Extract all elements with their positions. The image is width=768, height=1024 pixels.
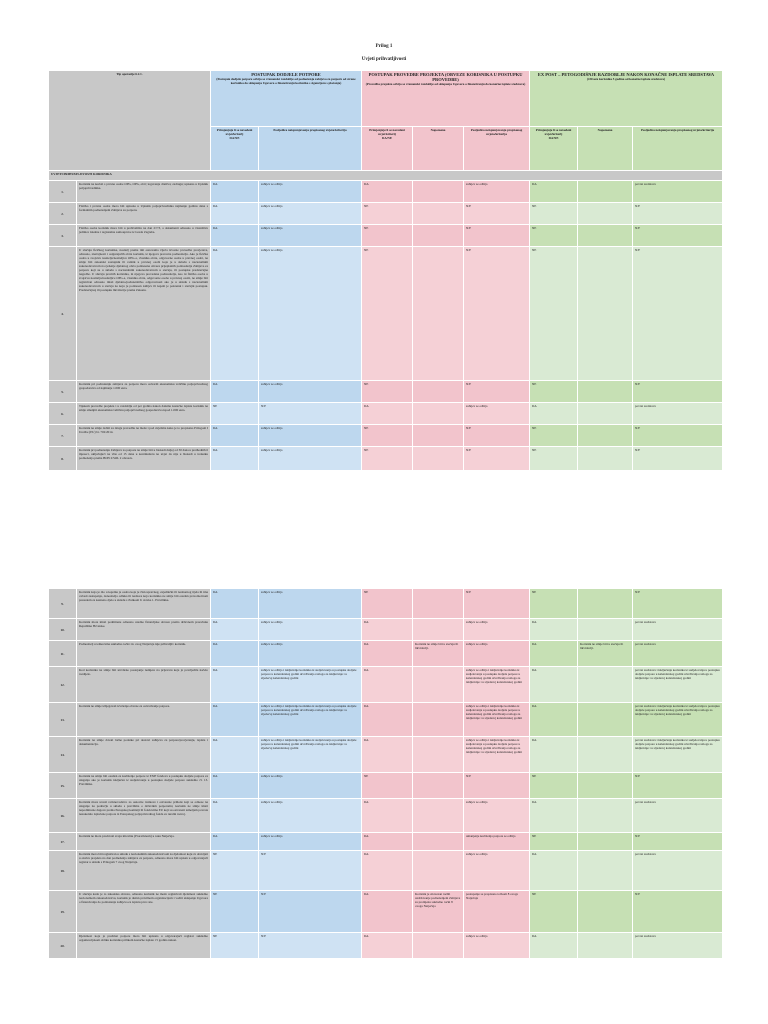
row-expost-consequence: povrat sredstava bbox=[633, 403, 723, 425]
row-project-consequence: N/P bbox=[464, 589, 530, 619]
table-row bbox=[49, 425, 723, 447]
row-expost-applies: NE bbox=[530, 589, 578, 619]
table-row bbox=[49, 447, 723, 471]
row-grant-applies: DA bbox=[211, 703, 259, 737]
row-expost-note bbox=[578, 181, 633, 203]
row-expost-note bbox=[578, 403, 633, 425]
row-grant-consequence: zahtjev se odbija bbox=[259, 589, 362, 619]
row-grant-consequence: N/P bbox=[259, 891, 362, 933]
row-expost-note bbox=[578, 667, 633, 703]
row-condition: Kod korisnika ne smije biti utvrđeno postojanje namjere na prijevaru koja je povrijedila načelo razdijele. bbox=[77, 667, 211, 703]
row-project-consequence: N/P bbox=[464, 773, 530, 799]
row-condition: Fizička osoba korisnik mora biti u prebivalištu na dan 2/7/3, a dokumenti odnosno u vlasništvu jedinice lokalne i regionalne samouprave iz Grada Zagreba. bbox=[77, 225, 211, 247]
row-project-note bbox=[413, 667, 464, 703]
row-expost-applies: NE bbox=[530, 203, 578, 225]
row-project-applies: DA bbox=[362, 641, 413, 667]
row-expost-note bbox=[578, 381, 633, 403]
row-grant-consequence: zahtjev se odbija bbox=[259, 425, 362, 447]
eligibility-table-part-b bbox=[48, 588, 723, 959]
row-number: 9. bbox=[49, 589, 77, 619]
section-eligibility-label: UVJETI PRIHVATLJIVOSTI KORISNIKA bbox=[49, 171, 723, 181]
row-expost-consequence: povrat sredstava bbox=[633, 619, 723, 641]
row-expost-consequence: N/P bbox=[633, 589, 723, 619]
row-grant-applies: NE bbox=[211, 891, 259, 933]
row-project-consequence: zahtjev se odbija bbox=[464, 403, 530, 425]
row-condition: U slučaju fizičkog korisnika, nositelj prema tim osnovama vijeća izvorne provedbe provjerava, odnosno, značajnosti i osigurajućih obrta korisnik, iz njegova prevorna podnositelja. Ako je fizička osoba u svojstvu nositelja/nositeljice OPG-a, vlasnika obrta, odgovorne osobe u pravnoj osobi, ne smije biti zakonski zastupnik ili radnik u pravnoj osobi koja je u skladu s nacionalnim zakonodavstvom na rješenje djelatnog obrta podnesena obveza prijeplatnih podnositelja Zahtjeva za potporu koji su u skladu s nacionalnim zakonodavstvom u stečaju, ili postupku predstečajne nagodbe. U slučaju pravnih korisnika, ni njegova provedena podnositelja, kao ni fizička osoba u svojstvu nositelja/nositeljice OPG-a, vlasnika obrta, odgovorne osobe u pravnoj osobi, ne smije biti registriran odnosno imati djelatno/poduzetničko odgovornosti ako je u skladu s nacionalnim zakonodavstvom u stečaju na koju je podnesen zahtjev ili kojem je pokrenut i stečajni postupak. Predstečajnoj ili postupku likvidacije prema Zakonu. bbox=[77, 247, 211, 381]
row-expost-applies: DA bbox=[530, 641, 578, 667]
row-grant-applies: DA bbox=[211, 737, 259, 773]
row-grant-consequence: zahtjev se odbija bbox=[259, 799, 362, 833]
row-expost-applies: NE bbox=[530, 891, 578, 933]
row-project-note bbox=[413, 851, 464, 891]
row-project-note bbox=[413, 619, 464, 641]
table-row bbox=[49, 619, 723, 641]
row-grant-consequence: zahtjev se odbija i isključenje korisnika iz sudjelovanja u postupku dodjele potpore u kalendarskoj godini utvrđivanja razloga za isključenje i u sljedećoj kalendarskoj godini bbox=[259, 667, 362, 703]
row-project-applies: DA bbox=[362, 667, 413, 703]
row-project-applies: NE bbox=[362, 247, 413, 381]
row-expost-consequence: N/P bbox=[633, 833, 723, 851]
row-number: 20. bbox=[49, 933, 77, 959]
row-grant-consequence: zahtjev se odbija bbox=[259, 225, 362, 247]
row-expost-consequence: povrat sredstava bbox=[633, 641, 723, 667]
row-project-consequence: N/P bbox=[464, 425, 530, 447]
row-expost-consequence: N/P bbox=[633, 381, 723, 403]
row-project-consequence: zahtjev se odbija bbox=[464, 799, 530, 833]
table-row bbox=[49, 799, 723, 833]
row-grant-applies: DA bbox=[211, 425, 259, 447]
row-condition: Fizička i pravna osoba mora biti upisana u Upisnik poljoprivrednika najmanje godinu dana s formalnim podnošenjem Zahtjeva za potporu. bbox=[77, 203, 211, 225]
row-condition: Tijekom provedbe projekta i u razdoblju od pet godina nakon datuma konačne isplate korisnik ne smije smanjiti ekonomsku veličinu poljoprivrednog gospodarstva ispod 1.000 eura. bbox=[77, 403, 211, 425]
row-grant-applies: NE bbox=[211, 933, 259, 959]
row-expost-applies: DA bbox=[530, 619, 578, 641]
row-expost-note bbox=[578, 247, 633, 381]
table-row bbox=[49, 181, 723, 203]
table-row bbox=[49, 737, 723, 773]
row-project-note bbox=[413, 247, 464, 381]
row-expost-applies: DA bbox=[530, 667, 578, 703]
row-expost-note bbox=[578, 203, 633, 225]
row-project-note bbox=[413, 933, 464, 959]
row-number: 14. bbox=[49, 737, 77, 773]
row-grant-consequence: zahtjev se odbija bbox=[259, 833, 362, 851]
col-applies-expost: Primjenjuje li se navedeni uvjet/kriterij DA/NE bbox=[530, 127, 578, 171]
col-applies-grant: Primjenjuje li se navedeni uvjet/kriterij DA/NE bbox=[211, 127, 259, 171]
row-condition: Korisnik ne mora prodavati svoju imovinu (Proračunom) u roku Natječaja. bbox=[77, 833, 211, 851]
row-project-applies: NE bbox=[362, 381, 413, 403]
row-grant-consequence: zahtjev se odbija i isključenje korisnika iz sudjelovanja u postupku dodjele potpore u kalendarskoj godini utvrđivanja razloga za isključenje i u sljedećoj kalendarskoj godini bbox=[259, 737, 362, 773]
row-project-note bbox=[413, 773, 464, 799]
row-number: 12. bbox=[49, 667, 77, 703]
row-project-consequence: zahtjev se odbija i isključenje korisnika iz sudjelovanja u postupku dodjele potpore u kalendarskoj godini utvrđivanja razloga za isključenje i u sljedećoj kalendarskoj godini bbox=[464, 737, 530, 773]
project-procedure-title: POSTUPAK PROVEDBE PROJEKTA (OBVEZE KORISNIKA U POSTUPKU PROVEDBE) bbox=[368, 72, 523, 82]
row-expost-applies: NE bbox=[530, 773, 578, 799]
row-project-note bbox=[413, 589, 464, 619]
row-expost-note bbox=[578, 799, 633, 833]
row-expost-note bbox=[578, 773, 633, 799]
row-project-note bbox=[413, 447, 464, 471]
row-project-consequence: N/P bbox=[464, 447, 530, 471]
row-grant-applies: DA bbox=[211, 381, 259, 403]
col-consequence-project: Posljedica neispunjavanja propisanog uvjeta/kriterija bbox=[464, 127, 530, 171]
row-project-note bbox=[413, 737, 464, 773]
row-project-consequence: umanjenje korištenja potpore se odbija bbox=[464, 833, 530, 851]
row-project-consequence: postupanje se propisano točkom 8 ovoga Natječaja bbox=[464, 891, 530, 933]
row-project-applies: DA bbox=[362, 181, 413, 203]
row-project-applies: NE bbox=[362, 773, 413, 799]
row-project-note: Korisnik je obavezan razliti uzdržavanje podnošenjem Zahtjeva za promjenu sukladno točki 8 ovoga Natječaja bbox=[413, 891, 464, 933]
row-expost-note bbox=[578, 891, 633, 933]
row-condition: Korisnik koja je dio u kojemu je osoba koja je član upravnog, zajednički ili nadzornog tijela ili ima ovlasti zastupanja, donositelja odluka ili nadzora koja korisnika ne smije biti osuđen pravomoćnom presudom za kazneno djelo u skladu s člankom 9. stavka 1. Pravilnika. bbox=[77, 589, 211, 619]
row-expost-consequence: povrat sredstava i isključenje korisnika iz sudjelovanja u postupku dodjele potpore u kalendarskoj godini utvrđivanja razloga za isključenje i u sljedećoj kalendarskoj godini bbox=[633, 703, 723, 737]
row-project-applies: DA bbox=[362, 799, 413, 833]
row-grant-applies: DA bbox=[211, 641, 259, 667]
row-project-applies: DA bbox=[362, 737, 413, 773]
row-project-consequence: zahtjev se odbija i isključenje korisnika iz sudjelovanja u postupku dodjele potpore u kalendarskoj godini utvrđivanja razloga za isključenje i u sljedećoj kalendarskoj godini bbox=[464, 703, 530, 737]
table-row bbox=[49, 403, 723, 425]
col-note-project: Napomena bbox=[413, 127, 464, 171]
row-grant-consequence: zahtjev se odbija bbox=[259, 181, 362, 203]
row-project-consequence: zahtjev se odbija bbox=[464, 641, 530, 667]
row-expost-applies: NE bbox=[530, 247, 578, 381]
row-grant-applies: DA bbox=[211, 247, 259, 381]
row-number: 4. bbox=[49, 247, 77, 381]
row-condition: Korisnik mora imati podmirene odnosno uredno financijske obveze prema državnom proračunu Republike Hrvatske. bbox=[77, 619, 211, 641]
row-expost-applies: DA bbox=[530, 933, 578, 959]
row-condition: Korisnik pri podnošenju Zahtjeva za potporu ne smije biti u blokadi duljoj od 30 dana u prethodnih 6 mjeseci, uključujući ne više od 15 dana u kontinuitetu ne uvjet da nije u blokadi u trenutku podnošenja prema BON 2/SOL 2 obrascu. bbox=[77, 447, 211, 471]
row-expost-note bbox=[578, 447, 633, 471]
row-expost-note bbox=[578, 589, 633, 619]
row-condition: Korisnik mora uvesti računovodstvo za osnovne troškove i ostvarene prihode koji se odnose na ulaganje na području u skladu s pravilima o državnim potporama; korisnik ne smije imati nepodmirene dugove prema Europskoj komisiji ili fondovima EU koji su ostvareni temeljem povrata nezakonito isplaćene potpore iz Europskog poljoprivrednog fonda za ruralni razvoj. bbox=[77, 799, 211, 833]
row-project-applies: DA bbox=[362, 933, 413, 959]
row-grant-applies: DA bbox=[211, 619, 259, 641]
row-number: 13. bbox=[49, 703, 77, 737]
grant-procedure-subtitle: (Postupak dodjele potpore odvija se vremenski razdoblje od podnošenja zahtjeva za potporu od strane korisnika do sklapanja Ugovora o financiranju korisnika s Agencijom s plaćanja) bbox=[216, 77, 356, 85]
eligibility-table-part-a bbox=[48, 70, 723, 471]
row-project-consequence: N/P bbox=[464, 203, 530, 225]
col-applies-project: Primjenjuje li se navedeni uvjet/kriterij DA/NE bbox=[362, 127, 413, 171]
table-row bbox=[49, 247, 723, 381]
row-number: 10. bbox=[49, 619, 77, 641]
row-project-applies: DA bbox=[362, 833, 413, 851]
row-expost-note bbox=[578, 225, 633, 247]
row-expost-consequence: povrat sredstava i isključenje korisnika iz sudjelovanja u postupku dodjele potpore u kalendarskoj godini utvrđivanja razloga za isključenje i u sljedećoj kalendarskoj godini bbox=[633, 667, 723, 703]
expost-subtitle: (Obveze korisnika 5 godina od konačne isplate sredstava) bbox=[587, 77, 666, 81]
row-project-applies: DA bbox=[362, 703, 413, 737]
row-grant-applies: DA bbox=[211, 447, 259, 471]
row-expost-applies: DA bbox=[530, 703, 578, 737]
row-project-applies: NE bbox=[362, 225, 413, 247]
row-number: 11. bbox=[49, 641, 77, 667]
row-condition: Korisnik ne smije dobiti za drugu provedbu ne može i pod uvjetima kako je to propisano Prilogom I Uredbe (EU) br. 702/2014. bbox=[77, 425, 211, 447]
table-row bbox=[49, 203, 723, 225]
row-project-consequence: zahtjev se odbija bbox=[464, 619, 530, 641]
row-number: 8. bbox=[49, 447, 77, 471]
row-expost-note bbox=[578, 425, 633, 447]
col-consequence-expost: Posljedica neispunjavanja propisanog uvjeta/kriterija bbox=[633, 127, 723, 171]
row-project-applies: DA bbox=[362, 851, 413, 891]
row-project-consequence: zahtjev se odbija bbox=[464, 933, 530, 959]
row-expost-consequence: N/P bbox=[633, 425, 723, 447]
row-expost-applies: NE bbox=[530, 447, 578, 471]
row-condition: Podnositelj u teškoćama sukladno točki 14. ovog Natječaja nije prihvatljiv korisnik. bbox=[77, 641, 211, 667]
row-expost-applies: DA bbox=[530, 799, 578, 833]
row-number: 17. bbox=[49, 833, 77, 851]
row-project-note bbox=[413, 203, 464, 225]
row-condition: Djelatnost koja je predmet potpore mora biti upisana u odgovarajući registar sukladno organizacijskom obliku korisnika prilikom konačne isplate i 5 godina nakon. bbox=[77, 933, 211, 959]
row-grant-applies: DA bbox=[211, 589, 259, 619]
row-grant-applies: NE bbox=[211, 851, 259, 891]
row-project-applies: DA bbox=[362, 891, 413, 933]
row-expost-applies: DA bbox=[530, 181, 578, 203]
row-number: 5. bbox=[49, 381, 77, 403]
appendix-subtitle: Uvjeti prihvatljivosti bbox=[361, 57, 407, 62]
table-row bbox=[49, 851, 723, 891]
row-number: 19. bbox=[49, 891, 77, 933]
row-grant-consequence: zahtjev se odbija bbox=[259, 247, 362, 381]
row-expost-applies: DA bbox=[530, 737, 578, 773]
row-grant-applies: DA bbox=[211, 203, 259, 225]
row-project-applies: NE bbox=[362, 589, 413, 619]
row-expost-applies: NE bbox=[530, 425, 578, 447]
row-expost-applies: NE bbox=[530, 225, 578, 247]
row-expost-applies: NE bbox=[530, 381, 578, 403]
row-project-applies: NE bbox=[362, 203, 413, 225]
row-expost-consequence: N/P bbox=[633, 891, 723, 933]
row-condition: Korisnik ne smije davati lažne podatke pri dostavi zahtjeva za potpore/provjeranju, isplata i dokumentacija. bbox=[77, 737, 211, 773]
table-row bbox=[49, 225, 723, 247]
table-row bbox=[49, 933, 723, 959]
row-project-consequence: N/P bbox=[464, 225, 530, 247]
grant-procedure-title: POSTUPAK DODJELE POTPORE bbox=[251, 72, 321, 77]
row-project-note bbox=[413, 225, 464, 247]
row-condition: Korisnik ne smije izbjegavati izvršenje obveze za ostvarivanje potpore. bbox=[77, 703, 211, 737]
row-expost-consequence: povrat sredstava bbox=[633, 799, 723, 833]
row-project-note bbox=[413, 833, 464, 851]
row-grant-applies: NE bbox=[211, 403, 259, 425]
row-expost-note bbox=[578, 737, 633, 773]
project-procedure-header bbox=[362, 71, 530, 127]
row-expost-consequence: N/P bbox=[633, 247, 723, 381]
row-expost-consequence: N/P bbox=[633, 203, 723, 225]
row-expost-consequence: N/P bbox=[633, 447, 723, 471]
row-grant-consequence: N/P bbox=[259, 933, 362, 959]
row-project-note bbox=[413, 403, 464, 425]
row-grant-applies: DA bbox=[211, 833, 259, 851]
row-project-note bbox=[413, 703, 464, 737]
row-project-consequence: N/P bbox=[464, 247, 530, 381]
project-procedure-subtitle: (Provedba projekta odvija se vremenski razdoblje od sklapanja Ugovora o financiranju do konačne isplate sredstava) bbox=[365, 82, 526, 86]
row-condition: U slučaju kada je to zakonska obveza, odnosno korisnik ne može registrirati djelatnost sukladno nacionalnom zakonodavstvu, korisnik je dužan pravilnom organizacijom i voditi sklapanje Ugovora o financiranju do podnošenja zahtjeva za isplatu prve rate. bbox=[77, 891, 211, 933]
expost-header bbox=[530, 71, 723, 127]
row-project-note bbox=[413, 181, 464, 203]
table-row bbox=[49, 833, 723, 851]
row-number: 3. bbox=[49, 225, 77, 247]
row-grant-consequence: zahtjev se odbija bbox=[259, 203, 362, 225]
row-grant-applies: DA bbox=[211, 225, 259, 247]
row-number: 16. bbox=[49, 799, 77, 833]
row-expost-note: Korisnik ne smije biti u stečaju ili likvidaciji. bbox=[578, 641, 633, 667]
row-project-consequence: zahtjev se odbija i isključenje korisnika iz sudjelovanja u postupku dodjele potpore u kalendarskoj godini utvrđivanja razloga za isključenje i u sljedećoj kalendarskoj godini bbox=[464, 667, 530, 703]
table-row bbox=[49, 773, 723, 799]
row-project-consequence: zahtjev se odbija bbox=[464, 851, 530, 891]
row-grant-consequence: N/P bbox=[259, 403, 362, 425]
row-number: 7. bbox=[49, 425, 77, 447]
grant-procedure-header bbox=[211, 71, 362, 127]
row-expost-consequence: N/P bbox=[633, 225, 723, 247]
row-expost-consequence: povrat sredstava i isključenje korisnika iz sudjelovanja u postupku dodjele potpore u kalendarskoj godini utvrđivanja razloga za isključenje i u sljedećoj kalendarskoj godini bbox=[633, 737, 723, 773]
operation-type-header: Tip operacije 6.2.1. bbox=[49, 71, 211, 171]
row-project-applies: DA bbox=[362, 403, 413, 425]
row-project-note bbox=[413, 381, 464, 403]
row-expost-note bbox=[578, 833, 633, 851]
row-grant-applies: DA bbox=[211, 799, 259, 833]
row-number: 2. bbox=[49, 203, 77, 225]
expost-title: EX POST – PETOGODIŠNJE RAZDOBLJE NAKON KONAČNE ISPLATE SREDSTAVA bbox=[537, 72, 715, 77]
row-expost-note bbox=[578, 703, 633, 737]
row-condition: Korisnik pri podnošenju zahtjeva za potporu mora ostvariti ekonomsku veličinu poljoprivrednog gospodarstva od najmanje 1.000 eura. bbox=[77, 381, 211, 403]
table-row bbox=[49, 641, 723, 667]
row-expost-consequence: povrat sredstava bbox=[633, 933, 723, 959]
row-grant-consequence: N/P bbox=[259, 851, 362, 891]
row-number: 15. bbox=[49, 773, 77, 799]
row-expost-note bbox=[578, 619, 633, 641]
row-grant-consequence: zahtjev se odbija i isključenje korisnika iz sudjelovanja u postupku dodjele potpore u kalendarskoj godini utvrđivanja razloga za isključenje i u sljedećoj kalendarskoj godini bbox=[259, 703, 362, 737]
col-consequence-grant: Posljedica neispunjavanja propisanog uvjeta/kriterija bbox=[259, 127, 362, 171]
row-expost-consequence: povrat sredstava bbox=[633, 851, 723, 891]
row-project-consequence: N/P bbox=[464, 381, 530, 403]
row-number: 6. bbox=[49, 403, 77, 425]
row-condition: Korisnik ne smije biti osuđen za korištenje potpore iz ESIF fondova u postupku dodjele potpore za ulaganja ako je korisnik isključen iz sudjelovanja u postupku dodjele potpore sukladno čl. 13. Pravilnika. bbox=[77, 773, 211, 799]
row-grant-consequence: zahtjev se odbija bbox=[259, 641, 362, 667]
row-expost-note bbox=[578, 933, 633, 959]
row-grant-consequence: zahtjev se odbija bbox=[259, 619, 362, 641]
row-grant-applies: DA bbox=[211, 773, 259, 799]
col-note-expost: Napomena bbox=[578, 127, 633, 171]
row-expost-applies: DA bbox=[530, 403, 578, 425]
row-grant-applies: DA bbox=[211, 181, 259, 203]
table-row bbox=[49, 667, 723, 703]
row-grant-consequence: zahtjev se odbija bbox=[259, 773, 362, 799]
table-row bbox=[49, 381, 723, 403]
row-expost-applies: NE bbox=[530, 833, 578, 851]
row-number: 1. bbox=[49, 181, 77, 203]
row-project-applies: NE bbox=[362, 447, 413, 471]
table-row bbox=[49, 589, 723, 619]
row-project-consequence: zahtjev se odbija bbox=[464, 181, 530, 203]
row-expost-consequence: povrat sredstava bbox=[633, 181, 723, 203]
row-project-note bbox=[413, 425, 464, 447]
row-project-note bbox=[413, 799, 464, 833]
table-row bbox=[49, 891, 723, 933]
row-project-applies: NE bbox=[362, 425, 413, 447]
row-grant-consequence: zahtjev se odbija bbox=[259, 381, 362, 403]
row-project-note: Korisnik ne smije biti u stečaju ili likvidaciji. bbox=[413, 641, 464, 667]
table-row bbox=[49, 703, 723, 737]
appendix-title: Prilog 1 bbox=[375, 44, 393, 49]
row-condition: Korisnik ne koristi s pravne osobe OPG, OPG, obrt; logovanje društva; zadrugu; upisano u Upisnik poljoprivrednika. bbox=[77, 181, 211, 203]
row-number: 18. bbox=[49, 851, 77, 891]
row-expost-note bbox=[578, 851, 633, 891]
row-grant-applies: DA bbox=[211, 667, 259, 703]
row-project-applies: DA bbox=[362, 619, 413, 641]
row-grant-consequence: zahtjev se odbija bbox=[259, 447, 362, 471]
row-expost-applies: DA bbox=[530, 851, 578, 891]
row-condition: Korisnik mora biti registriran u skladu s nacionalnim zakonodavstvom za djelatnost koju će obavljati u okviru projekta na dan podnošenja zahtjeva za potporu, odnosno mora biti upisan u odgovarajući registar u skladu s Prilogom 7 ovog Natječaja. bbox=[77, 851, 211, 891]
row-expost-consequence: N/P bbox=[633, 773, 723, 799]
